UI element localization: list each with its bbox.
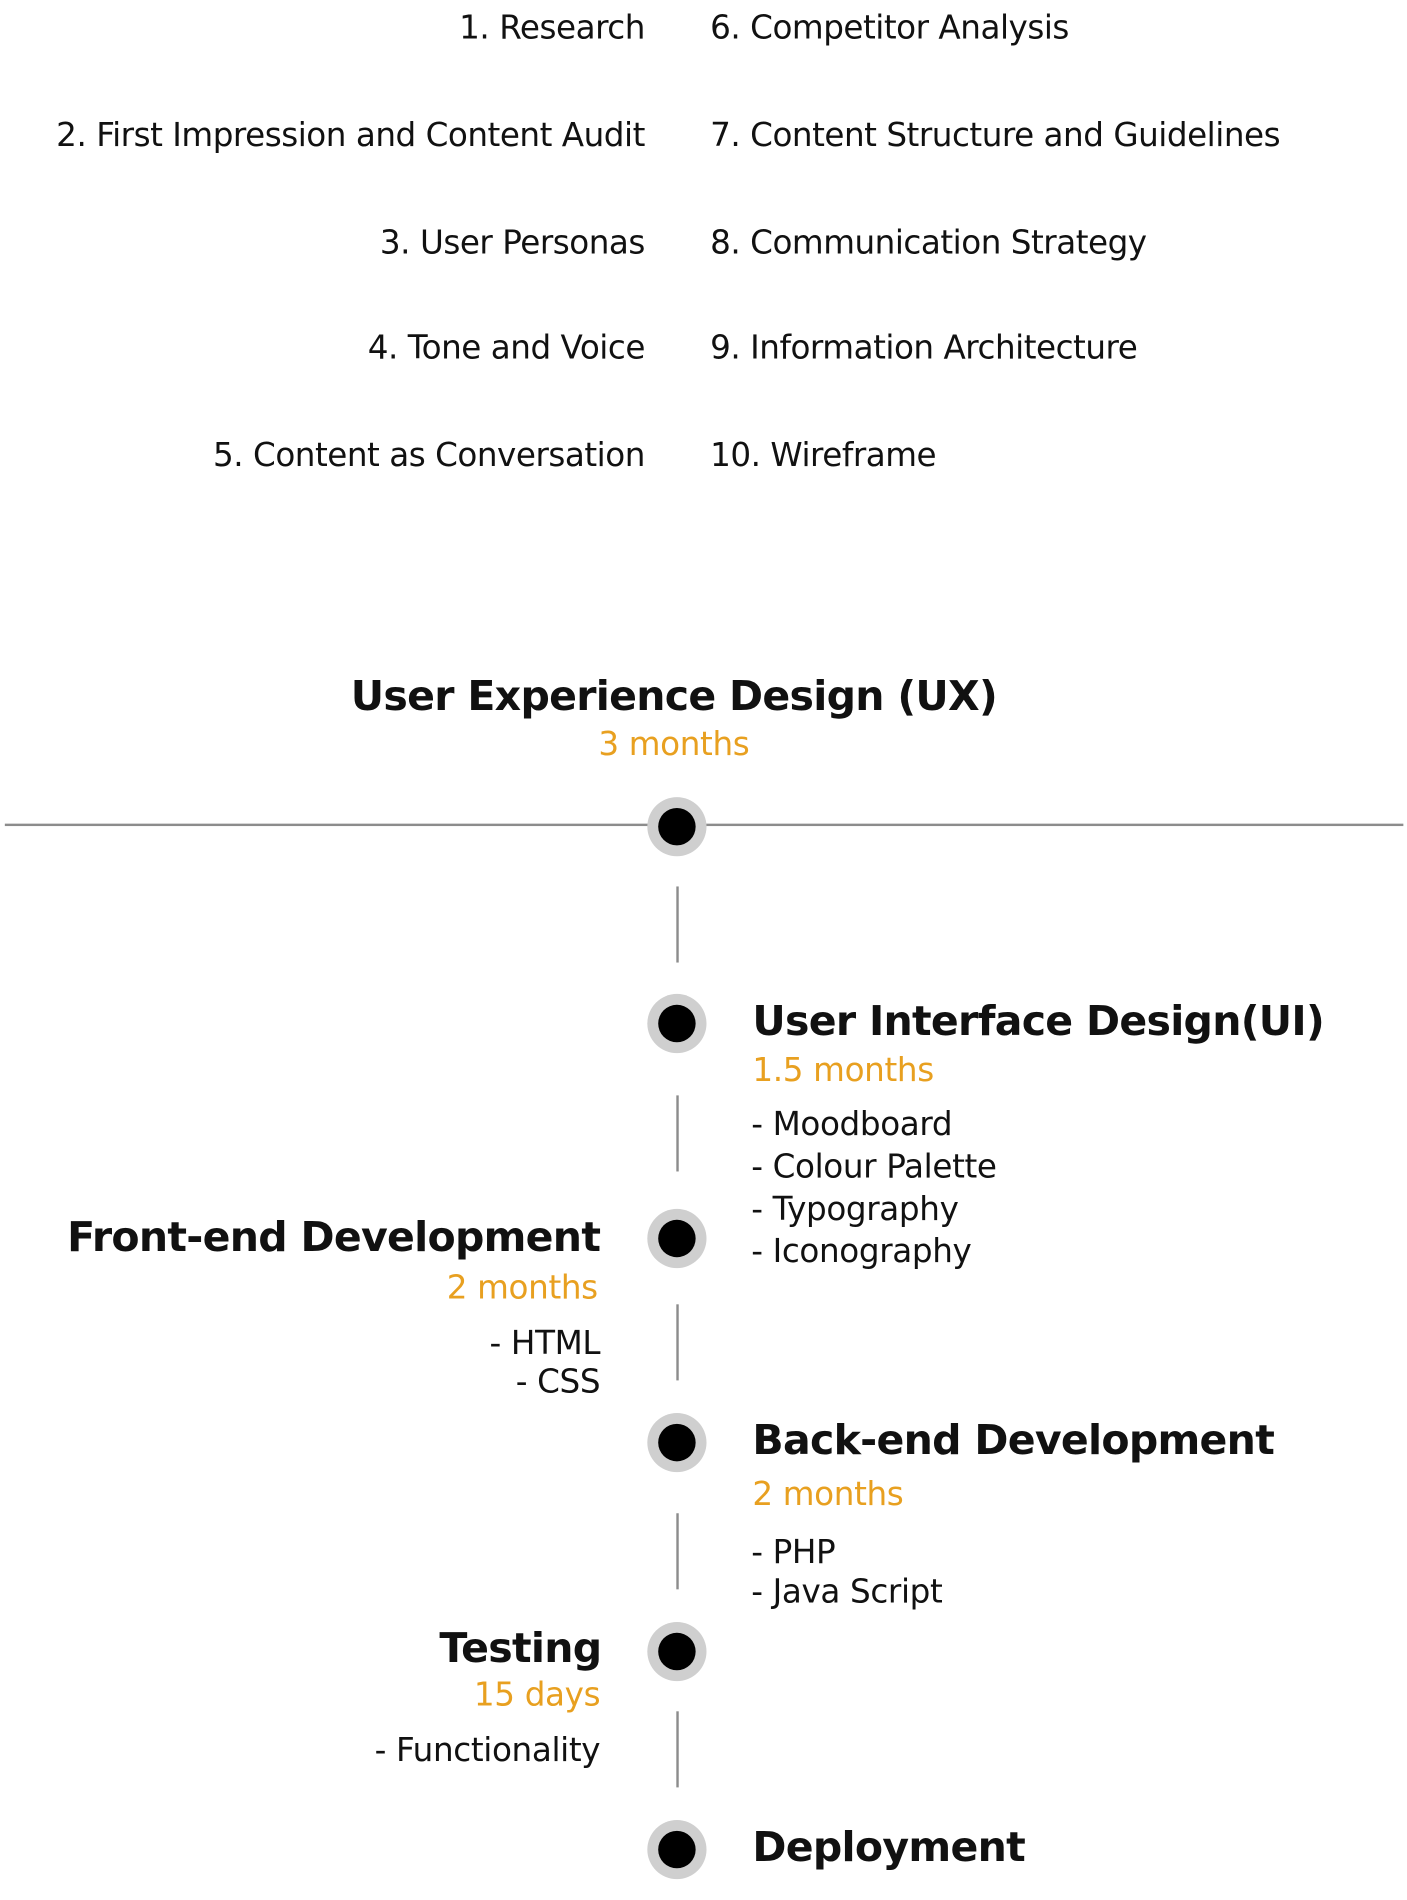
horizontal-divider-left: [5, 824, 650, 826]
phase-title-frontend: Front-end Development: [67, 1213, 601, 1263]
timeline-node-backend: [647, 1413, 706, 1472]
connector-2: [676, 1095, 678, 1171]
phase-duration-ui: 1.5 months: [752, 1051, 934, 1090]
step-4: 4. Tone and Voice: [367, 329, 645, 368]
step-10: 10. Wireframe: [710, 437, 937, 475]
phase-duration-backend: 2 months: [752, 1475, 904, 1514]
horizontal-divider-right: [705, 824, 1403, 826]
step-6: 6. Competitor Analysis: [710, 9, 1069, 48]
timeline-node-frontend: [647, 1209, 706, 1268]
backend-item-javascript: - Java Script: [751, 1573, 943, 1612]
timeline-node-testing: [647, 1622, 706, 1681]
step-5: 5. Content as Conversation: [213, 437, 645, 475]
testing-item-functionality: - Functionality: [374, 1731, 601, 1770]
connector-5: [676, 1711, 678, 1787]
step-3: 3. User Personas: [379, 224, 645, 263]
frontend-item-css: - CSS: [515, 1363, 601, 1401]
phase-duration-testing: 15 days: [473, 1676, 601, 1714]
phase-title-backend: Back-end Development: [752, 1416, 1275, 1465]
step-9: 9. Information Architecture: [710, 329, 1138, 368]
phase-duration-frontend: 2 months: [446, 1269, 598, 1307]
phase-duration-ux: 3 months: [598, 725, 750, 764]
phase-title-testing: Testing: [439, 1624, 602, 1673]
ui-item-iconography: - Iconography: [751, 1233, 972, 1271]
connector-3: [676, 1304, 678, 1380]
step-1: 1. Research: [459, 9, 645, 48]
phase-title-deployment: Deployment: [752, 1823, 1026, 1872]
step-2: 2. First Impression and Content Audit: [56, 117, 645, 155]
backend-item-php: - PHP: [751, 1533, 836, 1572]
timeline-node-deployment: [647, 1820, 706, 1879]
ui-item-typography: - Typography: [751, 1190, 959, 1229]
timeline-node-ux: [647, 797, 706, 856]
timeline-node-ui: [647, 994, 706, 1053]
frontend-item-html: - HTML: [489, 1324, 601, 1363]
ui-item-colour-palette: - Colour Palette: [751, 1148, 997, 1186]
phase-title-ux: User Experience Design (UX): [350, 672, 997, 721]
step-7: 7. Content Structure and Guidelines: [710, 117, 1281, 155]
connector-1: [676, 886, 678, 962]
phase-title-ui: User Interface Design(UI): [752, 997, 1324, 1046]
step-8: 8. Communication Strategy: [710, 224, 1147, 263]
connector-4: [676, 1513, 678, 1589]
ui-item-moodboard: - Moodboard: [751, 1106, 953, 1144]
